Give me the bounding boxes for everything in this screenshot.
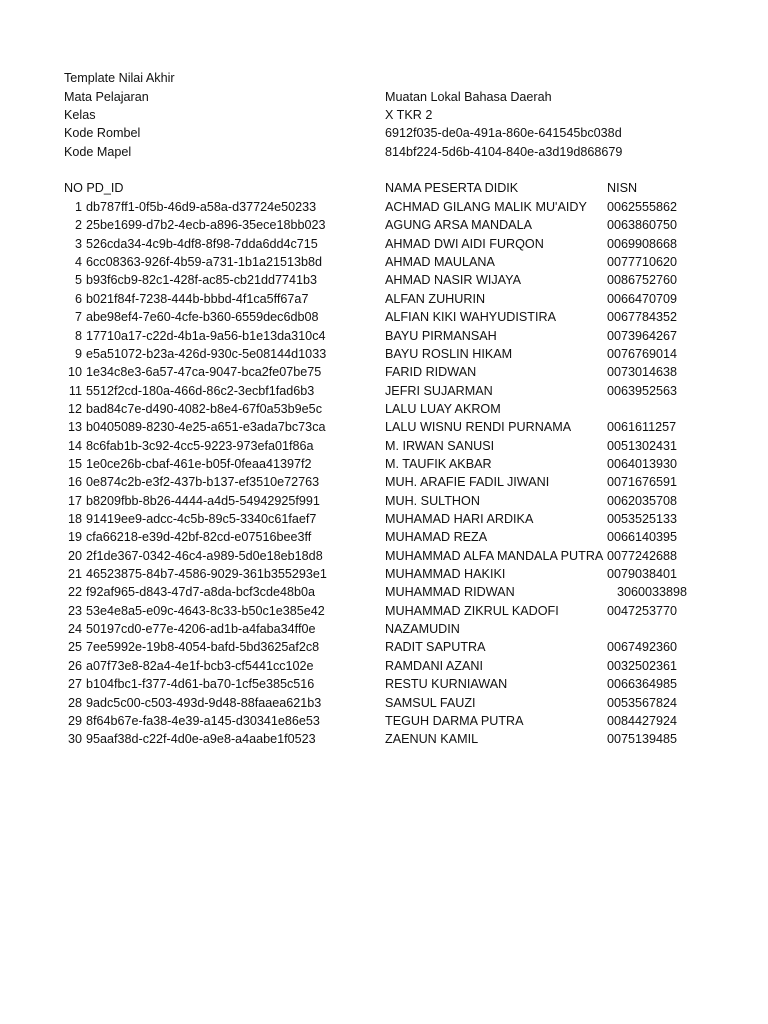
table-row xyxy=(0,235,768,253)
row-number: 28 xyxy=(67,695,82,710)
row-nisn: 0069908668 xyxy=(607,236,678,251)
table-row xyxy=(0,565,768,583)
row-nisn: 0073014638 xyxy=(607,365,678,380)
document-title: Template Nilai Akhir xyxy=(64,71,175,85)
table-row xyxy=(0,620,768,638)
row-number: 8 xyxy=(74,328,82,343)
row-pd-id: 50197cd0-e77e-4206-ad1b-a4faba34ff0e xyxy=(86,622,316,636)
table-row xyxy=(0,528,768,546)
meta-value: 6912f035-de0a-491a-860e-641545bc038d xyxy=(385,126,622,140)
meta-value: X TKR 2 xyxy=(385,108,433,122)
row-student-name: MUHAMAD REZA xyxy=(385,530,488,545)
row-pd-id: 46523875-84b7-4586-9029-361b355293e1 xyxy=(86,567,327,581)
table-row xyxy=(0,253,768,271)
row-pd-id: abe98ef4-7e60-4cfe-b360-6559dec6db08 xyxy=(86,310,319,325)
row-number: 15 xyxy=(67,456,82,471)
row-student-name: MUHAMMAD ZIKRUL KADOFI xyxy=(385,603,559,618)
table-row xyxy=(0,510,768,528)
row-nisn: 0079038401 xyxy=(607,567,678,581)
row-pd-id: 7ee5992e-19b8-4054-bafd-5bd3625af2c8 xyxy=(86,640,320,655)
column-header-no-pd-id: NO PD_ID xyxy=(64,181,124,195)
table-row xyxy=(0,602,768,620)
row-nisn: 0063952563 xyxy=(607,383,678,398)
meta-row-mapel-code xyxy=(0,143,768,161)
document-title-row xyxy=(0,69,768,87)
row-pd-id: b0405089-8230-4e25-a651-e3ada7bc73ca xyxy=(86,420,326,435)
row-pd-id: db787ff1-0f5b-46d9-a58a-d37724e50233 xyxy=(86,200,317,214)
row-student-name: TEGUH DARMA PUTRA xyxy=(385,713,524,728)
row-number: 25 xyxy=(67,640,82,655)
row-pd-id: b8209fbb-8b26-4444-a4d5-54942925f991 xyxy=(86,493,320,508)
row-nisn: 3060033898 xyxy=(617,585,688,600)
row-nisn: 0071676591 xyxy=(607,475,678,490)
row-nisn: 0051302431 xyxy=(607,438,678,453)
table-row xyxy=(0,638,768,656)
row-student-name: RAMDANI AZANI xyxy=(385,658,483,673)
row-number: 24 xyxy=(67,622,82,636)
row-nisn: 0047253770 xyxy=(607,603,678,618)
row-student-name: LALU WISNU RENDI PURNAMA xyxy=(385,420,572,435)
row-number: 4 xyxy=(74,255,82,270)
row-student-name: JEFRI SUJARMAN xyxy=(385,383,493,398)
row-student-name: ZAENUN KAMIL xyxy=(385,732,479,747)
row-pd-id: 53e4e8a5-e09c-4643-8c33-b50c1e385e42 xyxy=(86,603,325,618)
row-pd-id: 1e34c8e3-6a57-47ca-9047-bca2fe07be75 xyxy=(86,365,322,380)
table-row xyxy=(0,363,768,381)
row-nisn: 0062555862 xyxy=(607,200,678,214)
row-student-name: ALFIAN KIKI WAHYUDISTIRA xyxy=(385,310,556,325)
table-row xyxy=(0,547,768,565)
row-pd-id: b021f84f-7238-444b-bbbd-4f1ca5ff67a7 xyxy=(86,291,309,306)
row-student-name: ALFAN ZUHURIN xyxy=(385,291,486,306)
row-number: 23 xyxy=(67,603,82,618)
table-row xyxy=(0,675,768,693)
row-number: 7 xyxy=(74,310,82,325)
column-header-nisn: NISN xyxy=(607,181,638,195)
row-number: 10 xyxy=(67,365,82,380)
row-nisn: 0077242688 xyxy=(607,548,678,563)
row-number: 30 xyxy=(67,732,82,747)
row-pd-id: b93f6cb9-82c1-428f-ac85-cb21dd7741b3 xyxy=(86,273,318,288)
row-nisn: 0084427924 xyxy=(607,713,678,728)
row-nisn: 0067784352 xyxy=(607,310,678,325)
meta-row-rombel-code xyxy=(0,124,768,142)
row-nisn: 0066364985 xyxy=(607,677,678,692)
table-row xyxy=(0,492,768,510)
row-pd-id: e5a51072-b23a-426d-930c-5e08144d1033 xyxy=(86,346,327,361)
row-student-name: MUH. SULTHON xyxy=(385,493,480,508)
row-student-name: NAZAMUDIN xyxy=(385,622,460,636)
row-pd-id: 0e874c2b-e3f2-437b-b137-ef3510e72763 xyxy=(86,475,320,490)
row-student-name: SAMSUL FAUZI xyxy=(385,695,476,710)
row-nisn: 0075139485 xyxy=(607,732,678,747)
row-number: 16 xyxy=(67,475,82,490)
meta-row-class xyxy=(0,106,768,124)
row-student-name: MUH. ARAFIE FADIL JIWANI xyxy=(385,475,550,490)
row-student-name: FARID RIDWAN xyxy=(385,365,477,380)
table-row xyxy=(0,657,768,675)
row-nisn: 0073964267 xyxy=(607,328,678,343)
table-row xyxy=(0,271,768,289)
table-row xyxy=(0,308,768,326)
table-row xyxy=(0,455,768,473)
row-student-name: BAYU PIRMANSAH xyxy=(385,328,497,343)
row-student-name: BAYU ROSLIN HIKAM xyxy=(385,346,513,361)
meta-label: Mata Pelajaran xyxy=(64,90,149,104)
row-nisn: 0053525133 xyxy=(607,512,678,526)
table-row xyxy=(0,382,768,400)
row-pd-id: a07f73e8-82a4-4e1f-bcb3-cf5441cc102e xyxy=(86,658,314,673)
row-student-name: AHMAD MAULANA xyxy=(385,255,495,270)
row-nisn: 0086752760 xyxy=(607,273,678,288)
meta-value: Muatan Lokal Bahasa Daerah xyxy=(385,90,552,104)
row-pd-id: 6cc08363-926f-4b59-a731-1b1a21513b8d xyxy=(86,255,322,270)
table-row xyxy=(0,473,768,491)
row-student-name: MUHAMMAD ALFA MANDALA PUTRA xyxy=(385,548,604,563)
row-pd-id: 17710a17-c22d-4b1a-9a56-b1e13da310c4 xyxy=(86,328,326,343)
row-student-name: M. TAUFIK AKBAR xyxy=(385,456,492,471)
table-row xyxy=(0,400,768,418)
row-pd-id: b104fbc1-f377-4d61-ba70-1cf5e385c516 xyxy=(86,677,315,692)
row-nisn: 0076769014 xyxy=(607,346,678,361)
row-pd-id: f92af965-d843-47d7-a8da-bcf3cde48b0a xyxy=(86,585,315,600)
row-number: 13 xyxy=(67,420,82,435)
table-row xyxy=(0,345,768,363)
row-nisn: 0063860750 xyxy=(607,218,678,233)
row-number: 6 xyxy=(74,291,82,306)
table-row xyxy=(0,583,768,601)
row-number: 9 xyxy=(74,346,82,361)
table-row xyxy=(0,290,768,308)
row-pd-id: 95aaf38d-c22f-4d0e-a9e8-a4aabe1f0523 xyxy=(86,732,316,747)
row-student-name: MUHAMMAD HAKIKI xyxy=(385,567,506,581)
row-student-name: MUHAMAD HARI ARDIKA xyxy=(385,512,534,526)
row-number: 21 xyxy=(67,567,82,581)
row-pd-id: 2f1de367-0342-46c4-a989-5d0e18eb18d8 xyxy=(86,548,323,563)
meta-row-subject xyxy=(0,88,768,106)
row-number: 29 xyxy=(67,713,82,728)
row-pd-id: 8c6fab1b-3c92-4cc5-9223-973efa01f86a xyxy=(86,438,314,453)
row-nisn: 0061611257 xyxy=(607,420,677,435)
meta-label: Kode Rombel xyxy=(64,126,141,140)
row-number: 3 xyxy=(74,236,82,251)
row-number: 19 xyxy=(67,530,82,545)
row-student-name: RADIT SAPUTRA xyxy=(385,640,486,655)
row-number: 22 xyxy=(67,585,82,600)
table-header-row xyxy=(0,179,768,197)
row-student-name: LALU LUAY AKROM xyxy=(385,401,501,416)
row-student-name: AHMAD DWI AIDI FURQON xyxy=(385,236,544,251)
row-pd-id: 1e0ce26b-cbaf-461e-b05f-0feaa41397f2 xyxy=(86,456,312,471)
row-number: 17 xyxy=(67,493,82,508)
row-number: 2 xyxy=(74,218,82,233)
row-pd-id: 526cda34-4c9b-4df8-8f98-7dda6dd4c715 xyxy=(86,236,318,251)
row-number: 12 xyxy=(67,401,82,416)
table-row xyxy=(0,327,768,345)
meta-value: 814bf224-5d6b-4104-840e-a3d19d868679 xyxy=(385,145,623,159)
row-nisn: 0032502361 xyxy=(607,658,678,673)
meta-label: Kode Mapel xyxy=(64,145,132,159)
meta-label: Kelas xyxy=(64,108,96,122)
row-pd-id: 5512f2cd-180a-466d-86c2-3ecbf1fad6b3 xyxy=(86,383,315,398)
row-pd-id: 8f64b67e-fa38-4e39-a145-d30341e86e53 xyxy=(86,713,320,728)
row-number: 26 xyxy=(67,658,82,673)
row-number: 18 xyxy=(67,512,82,526)
row-pd-id: cfa66218-e39d-42bf-82cd-e07516bee3ff xyxy=(86,530,312,545)
row-student-name: ACHMAD GILANG MALIK MU'AIDY xyxy=(385,200,587,214)
row-number: 11 xyxy=(68,383,82,398)
table-row xyxy=(0,418,768,436)
table-row xyxy=(0,198,768,216)
row-nisn: 0053567824 xyxy=(607,695,678,710)
table-row xyxy=(0,694,768,712)
row-number: 5 xyxy=(74,273,82,288)
row-student-name: M. IRWAN SANUSI xyxy=(385,438,495,453)
row-number: 14 xyxy=(67,438,82,453)
row-number: 27 xyxy=(67,677,82,692)
table-row xyxy=(0,437,768,455)
row-student-name: AGUNG ARSA MANDALA xyxy=(385,218,532,233)
row-pd-id: 25be1699-d7b2-4ecb-a896-35ece18bb023 xyxy=(86,218,326,233)
row-number: 1 xyxy=(74,200,82,214)
table-row xyxy=(0,216,768,234)
column-header-name: NAMA PESERTA DIDIK xyxy=(385,181,519,195)
row-pd-id: 91419ee9-adcc-4c5b-89c5-3340c61faef7 xyxy=(86,512,317,526)
row-nisn: 0077710620 xyxy=(607,255,678,270)
row-student-name: MUHAMMAD RIDWAN xyxy=(385,585,515,600)
row-student-name: RESTU KURNIAWAN xyxy=(385,677,508,692)
row-nisn: 0067492360 xyxy=(607,640,678,655)
row-number: 20 xyxy=(67,548,82,563)
row-nisn: 0064013930 xyxy=(607,456,678,471)
row-nisn: 0066470709 xyxy=(607,291,678,306)
table-row xyxy=(0,712,768,730)
row-nisn: 0066140395 xyxy=(607,530,678,545)
row-pd-id: bad84c7e-d490-4082-b8e4-67f0a53b9e5c xyxy=(86,401,322,416)
row-student-name: AHMAD NASIR WIJAYA xyxy=(385,273,521,288)
row-nisn: 0062035708 xyxy=(607,493,678,508)
row-pd-id: 9adc5c00-c503-493d-9d48-88faaea621b3 xyxy=(86,695,322,710)
table-row xyxy=(0,730,768,748)
